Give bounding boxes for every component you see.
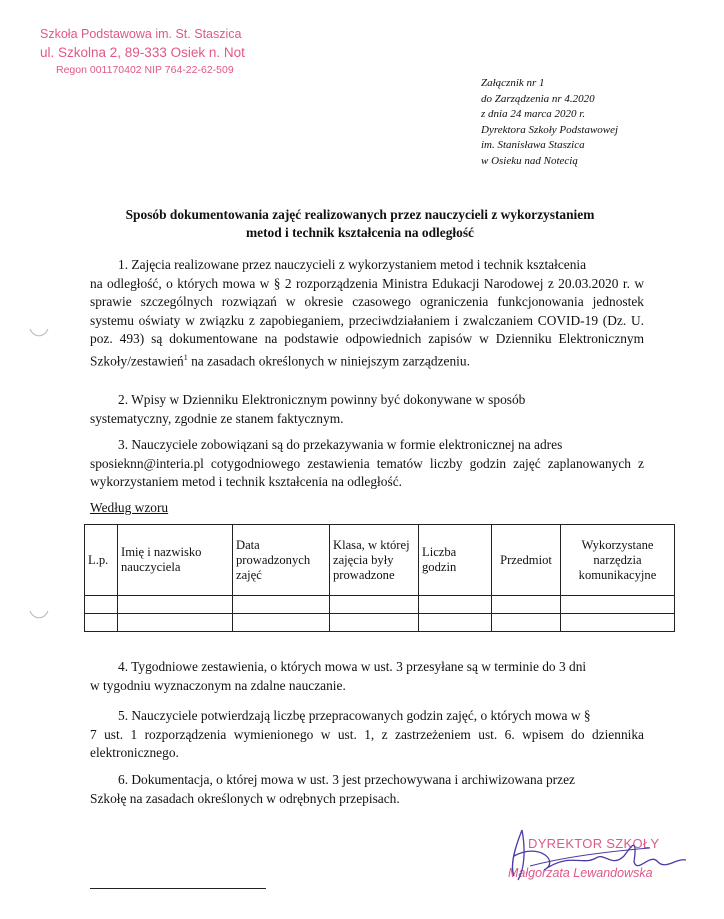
paragraph-2 <box>90 391 644 428</box>
table-cell <box>561 596 675 614</box>
paragraph-1-body: na odległość, o których mowa w § 2 rozporządzenia Ministra Edukacji Narodowej z 20.03.2020 r. w sprawie szczególnych rozwiązań w okresie czasowego ograniczenia funkcjonowania jednostek systemu oświaty w związku z zapobieganiem, przeciwdziałaniem i zwalczaniem COVID-19 (Dz. U. poz. 493) są dokumentowane na podstawie odpowiednich zapisów w Dzienniku Elektronicznym Szkoły/zestawień <box>90 275 644 368</box>
stamp-line-3: Regon 001170402 NIP 764-22-62-509 <box>56 64 234 76</box>
attachment-header <box>481 76 701 169</box>
paragraph-3-body: sposieknn@interia.pl cotygodniowego zestawienia tematów liczby godzin zajęć zaplanowanych z wykorzystaniem metod i technik kształcenia na odległość. <box>90 455 644 489</box>
attachment-line: w Osieku nad Notecią <box>481 154 578 167</box>
header-subject: Przedmiot <box>492 525 561 596</box>
stamp-line-2: ul. Szkolna 2, 89-333 Osiek n. Not <box>40 45 245 60</box>
attachment-line: do Zarządzenia nr 4.2020 <box>481 92 595 105</box>
table-cell <box>419 614 492 632</box>
template-label: Według wzoru <box>90 500 169 515</box>
table-row <box>85 614 675 632</box>
document-title <box>60 206 660 242</box>
paragraph-4 <box>90 658 644 695</box>
title-line-1: Sposób dokumentowania zajęć realizowanych przez nauczycieli z wykorzystaniem <box>125 207 595 222</box>
signature-stamp-heading: DYREKTOR SZKOŁY <box>528 836 660 851</box>
attachment-line: im. Stanisława Staszica <box>481 139 585 151</box>
paragraph-2-first-line: 2. Wpisy w Dzienniku Elektronicznym powinny być dokonywane w sposób <box>118 392 526 407</box>
table-cell <box>561 614 675 632</box>
table-cell <box>233 614 330 632</box>
paragraph-5-first-line: 5. Nauczyciele potwierdzają liczbę przepracowanych godzin zajęć, o których mowa w § <box>118 708 591 723</box>
paragraph-3 <box>90 436 644 492</box>
table-cell <box>492 614 561 632</box>
table-cell <box>85 614 118 632</box>
paragraph-5 <box>90 707 644 763</box>
paragraph-6-first-line: 6. Dokumentacja, o której mowa w ust. 3 jest przechowywana i archiwizowana przez <box>118 772 575 787</box>
paragraph-6 <box>90 771 644 808</box>
header-tools: Wykorzystane narzędzia komunikacyjne <box>561 525 675 596</box>
attachment-line: Dyrektora Szkoły Podstawowej <box>481 123 619 136</box>
header-teacher-name: Imię i nazwisko nauczyciela <box>118 525 233 596</box>
school-stamp <box>40 26 270 78</box>
header-lesson-date: Data prowadzonych zajęć <box>233 525 330 596</box>
attachment-line: z dnia 24 marca 2020 r. <box>481 108 586 120</box>
footnote-marker: 1 <box>183 352 188 362</box>
paragraph-1 <box>90 256 644 370</box>
paragraph-4-first-line: 4. Tygodniowe zestawienia, o których mowa w ust. 3 przesyłane są w terminie do 3 dni <box>118 659 587 674</box>
table-cell <box>330 596 419 614</box>
director-signature <box>500 822 690 892</box>
title-line-2: metod i technik kształcenia na odległość <box>245 225 474 240</box>
table-header-row <box>85 525 675 596</box>
table-cell <box>118 614 233 632</box>
handwritten-signature-icon <box>500 822 690 892</box>
header-class: Klasa, w której zajęcia były prowadzone <box>330 525 419 596</box>
signature-stamp-name: Małgorzata Lewandowska <box>508 866 653 880</box>
header-lp: L.p. <box>85 525 118 596</box>
punch-hole-mark-icon <box>28 326 50 340</box>
paragraph-1-tail: na zasadach określonych w niniejszym zarządzeniu. <box>187 352 470 368</box>
table-cell <box>233 596 330 614</box>
table-cell <box>330 614 419 632</box>
paragraph-2-body: systematyczny, zgodnie ze stanem faktycznym. <box>90 410 344 426</box>
stamp-line-1: Szkoła Podstawowa im. St. Staszica <box>40 27 242 41</box>
table-cell <box>85 596 118 614</box>
table-cell <box>419 596 492 614</box>
paragraph-1-first-line: 1. Zajęcia realizowane przez nauczycieli z wykorzystaniem metod i technik kształcenia <box>118 257 587 272</box>
attachment-line: Załącznik nr 1 <box>481 77 545 89</box>
paragraph-6-body: Szkołę na zasadach określonych w odrębnych przepisach. <box>90 790 400 806</box>
table-cell <box>492 596 561 614</box>
paragraph-5-body: 7 ust. 1 rozporządzenia wymienionego w ust. 1, z zastrzeżeniem ust. 6. wpisem do dziennika elektronicznego. <box>90 726 644 760</box>
header-hours: Liczba godzin <box>419 525 492 596</box>
lessons-log-table <box>84 524 675 632</box>
table-row <box>85 596 675 614</box>
paragraph-3-first-line: 3. Nauczyciele zobowiązani są do przekazywania w formie elektronicznej na adres <box>118 437 563 452</box>
punch-hole-mark-icon <box>28 608 50 622</box>
paragraph-4-body: w tygodniu wyznaczonym na zdalne nauczanie. <box>90 677 346 693</box>
table-cell <box>118 596 233 614</box>
footnote-separator <box>90 888 266 889</box>
